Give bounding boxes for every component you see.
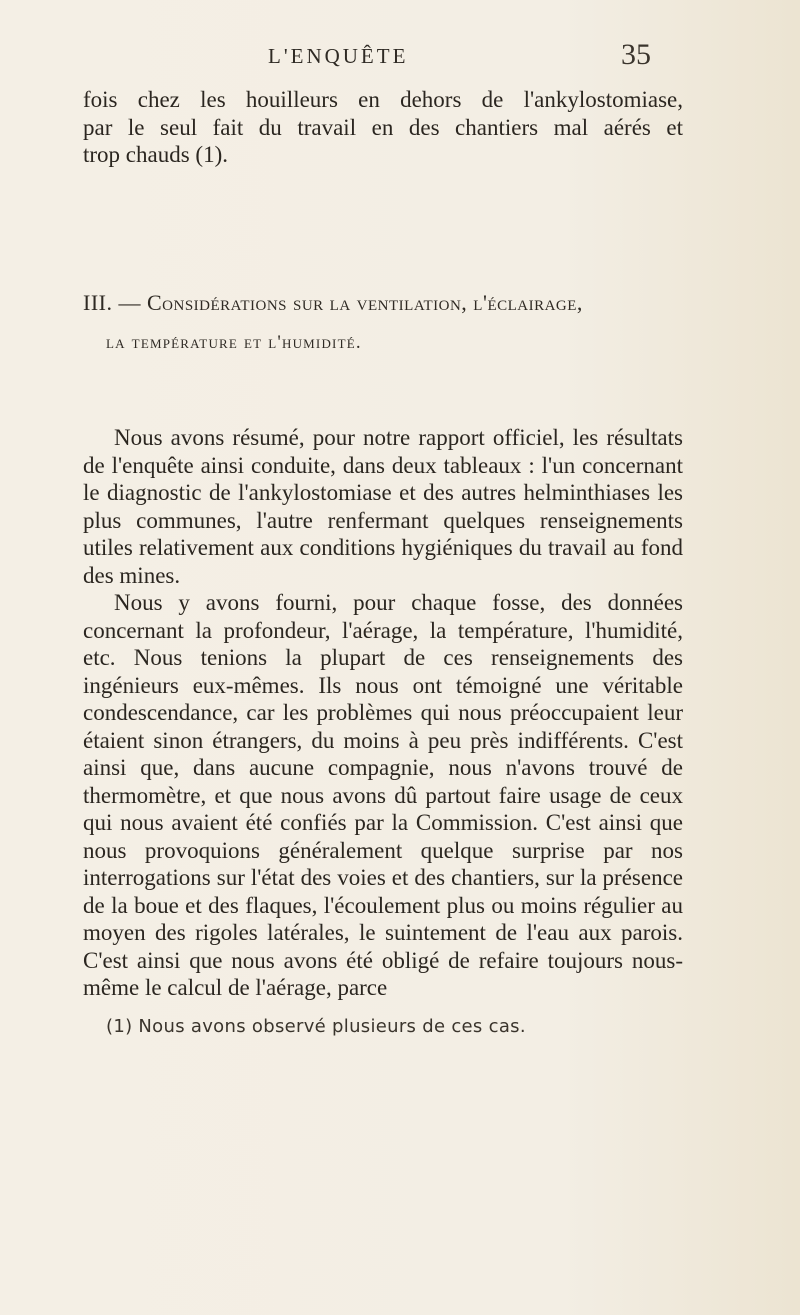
section-heading-line-1 (83, 283, 703, 323)
page-number: 35 (621, 38, 651, 71)
section-heading (83, 283, 703, 363)
section-title-line-1: Considérations sur la ventilation, l'éclairage, (146, 290, 583, 315)
section-title-line-2: la température et l'humidité. (106, 332, 362, 353)
footnote: (1) Nous avons observé plusieurs de ces cas. (106, 1016, 526, 1037)
text-line: par le seul fait du travail en des chantiers mal aérés et (83, 114, 683, 140)
main-text (83, 424, 683, 1002)
section-number: III. — (83, 290, 141, 315)
paragraph-continued (83, 86, 683, 169)
paragraph: Nous y avons fourni, pour chaque fosse, des données concernant la profondeur, l'aérage, la température, l'humidité, etc. Nous tenions la plupart de ces renseignements des ingénieurs eux-mêmes. Ils nous ont témoigné une véritable condescendance, car les problèmes qui nous préoccupaient leur étaient sinon étrangers, du moins à peu près indifférents. C'est ainsi que, dans aucune compagnie, nous n'avons trouvé de thermomètre, et que nous avons dû partout faire usage de ceux qui nous avaient été confiés par la Commission. C'est ainsi que nous provoquions généralement quelque surprise par nos interrogations sur l'état des voies et des chantiers, sur la présence de la boue et des flaques, l'écoulement plus ou moins régulier au moyen des rigoles latérales, le suintement de l'eau aux parois. C'est ainsi que nous avons été obligé de refaire toujours nous-même le calcul de l'aérage, parce (83, 590, 683, 1000)
running-head (0, 38, 800, 82)
running-title: L'ENQUÊTE (268, 44, 409, 68)
text-line: fois chez les houilleurs en dehors de l'ankylostomiase, (83, 87, 683, 112)
text-line: trop chauds (1). (83, 142, 228, 167)
paragraph: Nous avons résumé, pour notre rapport officiel, les résultats de l'enquête ainsi conduite, dans deux tableaux : l'un concernant le diagnostic de l'ankylostomiase et des autres helminthiases les plus communes, l'autre renfermant quelques renseignements utiles relativement aux conditions hygiéniques du travail au fond des mines. (83, 425, 683, 588)
